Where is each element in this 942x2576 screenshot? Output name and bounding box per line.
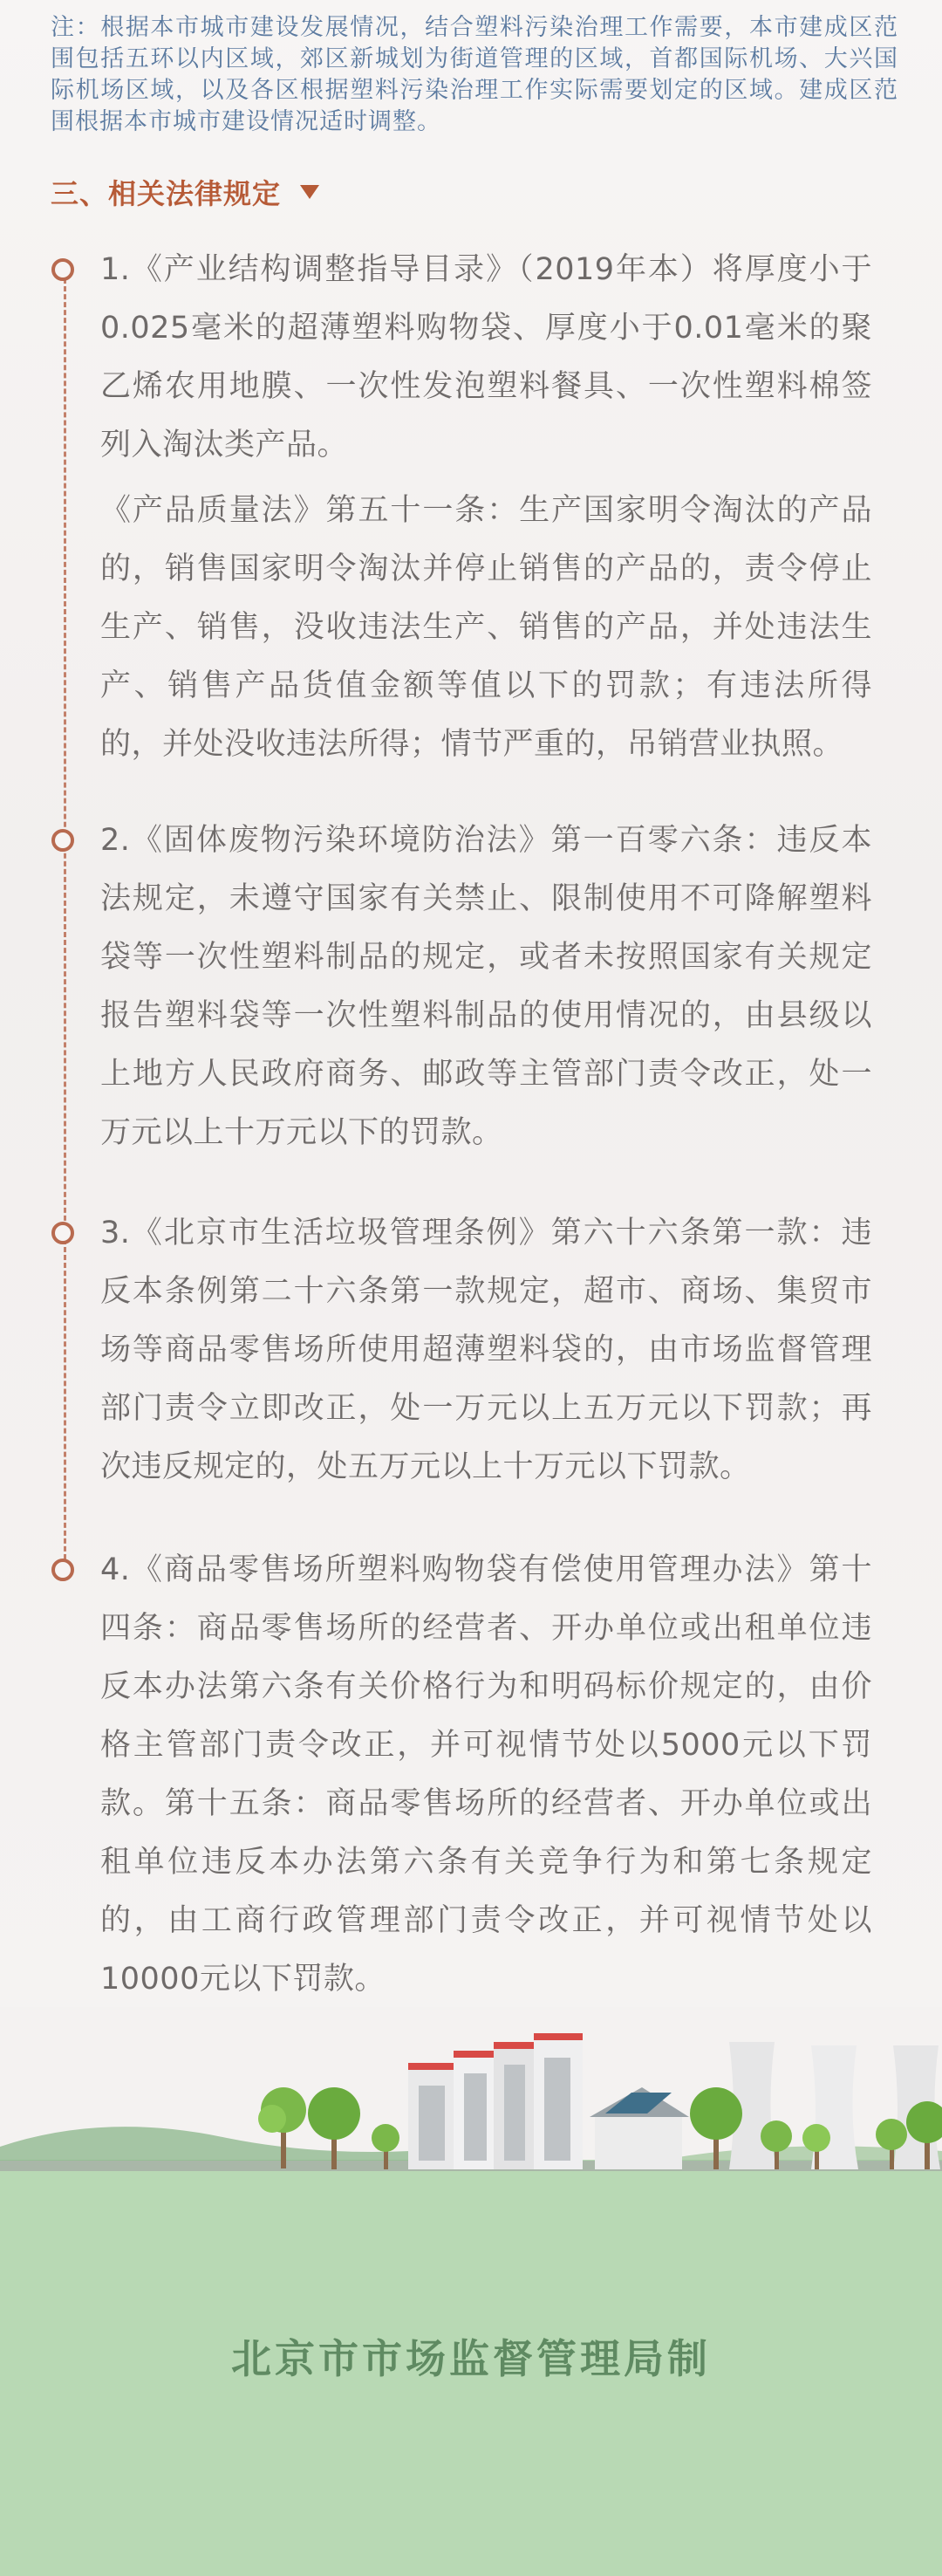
timeline-dashed-line	[64, 271, 66, 1575]
law-item-1-text: 1.《产业结构调整指导目录》（2019年本）将厚度小于0.025毫米的超薄塑料购物袋、厚度小于0.01毫米的聚乙烯农用地膜、一次性发泡塑料餐具、一次性塑料棉签列入淘汰类产品。	[100, 252, 872, 462]
timeline-dot-2	[51, 829, 74, 852]
law-item-2-text: 2.《固体废物污染环境防治法》第一百零六条：违反本法规定，未遵守国家有关禁止、限制使用不可降解塑料袋等一次性塑料制品的规定，或者未按照国家有关规定报告塑料袋等一次性塑料制品的使用情况的，由县级以上地方人民政府商务、邮政等主管部门责令改正，处一万元以上十万元以下的罚款。	[100, 823, 872, 1150]
law-item-4-text: 4.《商品零售场所塑料购物袋有偿使用管理办法》第十四条：商品零售场所的经营者、开办单位或出租单位违反本办法第六条有关价格行为和明码标价规定的，由价格主管部门责令改正，并可视情节处以5000元以下罚款。第十五条：商品零售场所的经营者、开办单位或出租单位违反本办法第六条有关竞争行为和第七条规定的，由工商行政管理部门责令改正，并可视情节处以10000元以下罚款。	[100, 1552, 872, 1997]
section-header[interactable]	[51, 173, 319, 211]
section-title: 三、相关法律规定	[51, 177, 282, 210]
triangle-down-icon	[300, 185, 319, 199]
timeline-dot-3	[51, 1222, 74, 1244]
law-item-3-text: 3.《北京市生活垃圾管理条例》第六十六条第一款：违反本条例第二十六条第一款规定，超市、商场、集贸市场等商品零售场所使用超薄塑料袋的，由市场监督管理部门责令立即改正，处一万元以上五万元以下罚款；再次违反规定的，处五万元以上十万元以下罚款。	[100, 1216, 872, 1484]
footer-credit: 北京市市场监督管理局制	[231, 2335, 711, 2382]
timeline-dot-4	[51, 1559, 74, 1581]
law-item-1-extra: 《产品质量法》第五十一条：生产国家明令淘汰的产品的，销售国家明令淘汰并停止销售的产品的，责令停止生产、销售，没收违法生产、销售的产品，并处违法生产、销售产品货值金额等值以下的罚款；有违法所得的，并处没收违法所得；情节严重的，吊销营业执照。	[100, 493, 872, 762]
timeline-dot-1	[51, 258, 74, 281]
footer-city-illustration	[0, 2007, 942, 2216]
note-paragraph: 注：根据本市城市建设发展情况，结合塑料污染治理工作需要，本市建成区范围包括五环以内区域，郊区新城划为街道管理的区域，首都国际机场、大兴国际机场区域，以及各区根据塑料污染治理工作实际需要划定的区域。建成区范围根据本市城市建设情况适时调整。	[51, 14, 898, 135]
